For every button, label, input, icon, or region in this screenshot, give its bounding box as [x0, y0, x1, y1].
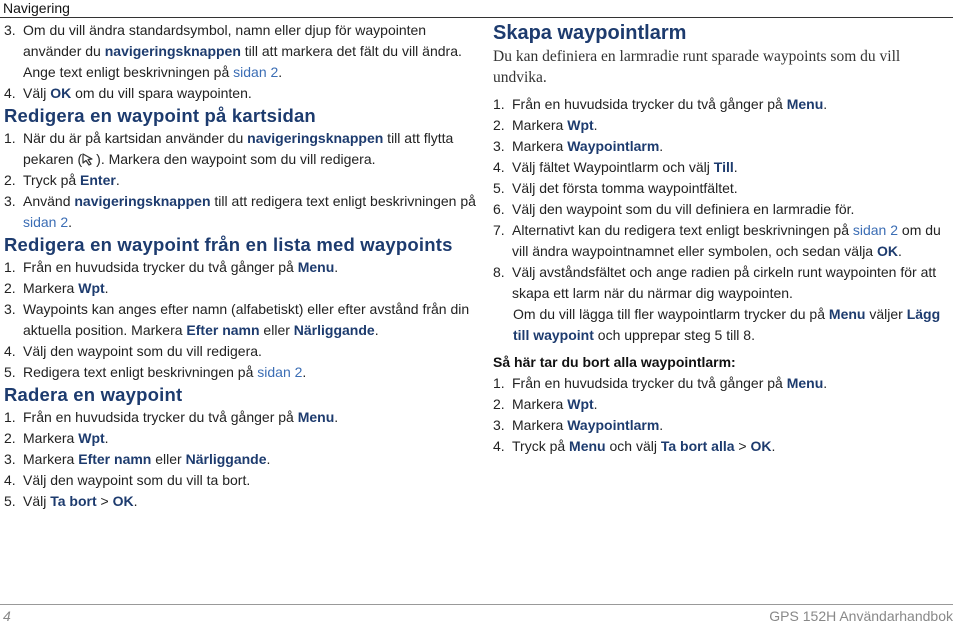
text-run: Markera	[23, 451, 79, 467]
list-item	[493, 199, 953, 220]
list-item	[4, 257, 479, 278]
delete-steps	[4, 407, 479, 512]
step-number: 5.	[4, 364, 16, 380]
text-run: Välj det första tomma waypointfältet.	[512, 180, 738, 196]
text-run: Redigera text enligt beskrivningen på	[23, 364, 258, 380]
list-item	[4, 491, 479, 512]
text-run: När du är på kartsidan använder du	[23, 130, 248, 146]
text-run: .	[823, 96, 828, 112]
list-item	[4, 449, 479, 470]
key-term: Ta bort	[50, 493, 97, 509]
text-run: till att markera det fält du vill ändra. Ange text enligt beskrivningen på	[23, 43, 462, 80]
step-text	[23, 20, 479, 83]
key-term: OK	[112, 493, 134, 509]
text-run: Välj	[23, 85, 51, 101]
list-item	[4, 428, 479, 449]
text-run: .	[733, 159, 738, 175]
text-run: .	[593, 117, 598, 133]
key-term: Närliggande	[185, 451, 267, 467]
key-term: Efter namn	[186, 322, 260, 338]
text-run: Från en huvudsida trycker du två gånger på	[23, 259, 298, 275]
step-text	[23, 278, 479, 299]
text-run: Välj den waypoint som du vill redigera.	[23, 343, 262, 359]
page-link[interactable]: sidan 2	[257, 364, 303, 380]
step-number: 3.	[4, 301, 16, 317]
step-text	[512, 157, 953, 178]
list-item	[4, 191, 479, 233]
list-item	[4, 407, 479, 428]
step-number: 2.	[4, 172, 16, 188]
text-run: Markera	[512, 417, 568, 433]
text-run: Välj fältet Waypointlarm och välj	[512, 159, 714, 175]
list-item	[493, 178, 953, 199]
key-term: Menu	[786, 96, 824, 112]
step-number: 2.	[493, 396, 505, 412]
step-text	[512, 178, 953, 199]
list-item	[4, 170, 479, 191]
text-run: Alternativt kan du redigera text enligt beskrivningen på	[512, 222, 853, 238]
text-run: Använd	[23, 193, 75, 209]
text-run: Waypoints kan anges efter namn (alfabetiskt) eller efter avstånd från din aktuella position. Markera	[23, 301, 470, 338]
text-run: .	[593, 396, 598, 412]
text-run: .	[115, 172, 120, 188]
text-run: Markera	[512, 138, 568, 154]
list-edit-steps	[4, 257, 479, 383]
text-run: och upprepar steg 5 till 8.	[593, 327, 755, 343]
step-number: 1.	[4, 259, 16, 275]
text-run: om du vill ändra waypointnamnet eller symbolen, och sedan välja	[512, 222, 941, 259]
text-run: Markera	[512, 117, 568, 133]
footer-rule	[0, 604, 953, 605]
step-number: 5.	[4, 493, 16, 509]
text-run: om du vill spara waypointen.	[71, 85, 252, 101]
key-term: Närliggande	[293, 322, 375, 338]
pointer-arrow-icon	[82, 151, 96, 164]
step-text	[23, 449, 479, 470]
header-rule	[0, 17, 953, 18]
page-link[interactable]: sidan 2	[23, 214, 69, 230]
text-run: väljer	[865, 306, 907, 322]
step-text	[23, 470, 479, 491]
step-text	[512, 394, 953, 415]
step-number: 2.	[4, 430, 16, 446]
key-term: Efter namn	[78, 451, 152, 467]
alarm-intro: Du kan definiera en larmradie runt sparade waypoints som du vill undvika.	[493, 48, 901, 86]
text-run: .	[823, 375, 828, 391]
text-run: Markera	[512, 396, 568, 412]
step-number: 3.	[493, 417, 505, 433]
step-number: 5.	[493, 180, 505, 196]
step-number: 8.	[493, 264, 505, 280]
step-text	[23, 128, 479, 170]
key-term: navigeringsknappen	[74, 193, 211, 209]
text-run: till att redigera text enligt beskrivningen på	[210, 193, 476, 209]
text-run: Tryck på	[512, 438, 570, 454]
remove-alarm-steps	[493, 373, 953, 457]
step-text	[23, 299, 479, 341]
step-text	[512, 199, 953, 220]
step-text	[23, 170, 479, 191]
text-run: och välj	[605, 438, 661, 454]
text-run: .	[302, 364, 307, 380]
step-text	[23, 257, 479, 278]
step-text	[512, 436, 953, 457]
key-term: Wpt	[567, 117, 594, 133]
step-text	[512, 415, 953, 436]
key-term: OK	[876, 243, 898, 259]
step-number: 2.	[4, 280, 16, 296]
text-run: Välj den waypoint som du vill ta bort.	[23, 472, 251, 488]
text-run: Välj avståndsfältet och ange radien på cirkeln runt waypointen för att skapa ett larm när du närmar dig waypointen.	[512, 264, 937, 301]
key-term: Ta bort alla	[660, 438, 735, 454]
text-run: .	[897, 243, 902, 259]
text-run: .	[334, 409, 339, 425]
step-text	[23, 491, 479, 512]
list-item	[493, 394, 953, 415]
alarm-steps	[493, 94, 953, 304]
step-text	[512, 220, 953, 262]
key-term: OK	[750, 438, 772, 454]
text-run: .	[133, 493, 138, 509]
step-number: 1.	[4, 409, 16, 425]
text-run: Välj	[23, 493, 51, 509]
step-text	[512, 136, 953, 157]
text-run: Från en huvudsida trycker du två gånger på	[512, 375, 787, 391]
text-run: .	[266, 451, 271, 467]
text-run: eller	[259, 322, 294, 338]
key-term: Wpt	[78, 430, 105, 446]
key-term: Menu	[297, 409, 335, 425]
text-run: .	[104, 430, 109, 446]
text-run: Markera	[23, 280, 79, 296]
page-number: 4	[3, 608, 11, 624]
key-term: OK	[50, 85, 72, 101]
text-run: Tryck på	[23, 172, 81, 188]
key-term: Menu	[828, 306, 866, 322]
key-term: navigeringsknappen	[104, 43, 241, 59]
list-item	[493, 373, 953, 394]
map-edit-steps	[4, 128, 479, 233]
step-text	[23, 341, 479, 362]
step-text	[512, 262, 953, 304]
text-run: ). Markera den waypoint som du vill redigera.	[96, 151, 376, 167]
step-number: 4.	[4, 85, 16, 101]
step-text	[23, 83, 479, 104]
step-number: 3.	[4, 193, 16, 209]
step-number: 6.	[493, 201, 505, 217]
list-item	[4, 83, 479, 104]
text-run: Om du vill lägga till fler waypointlarm trycker du på	[513, 306, 829, 322]
text-run: .	[771, 438, 776, 454]
text-run: .	[374, 322, 379, 338]
step-number: 1.	[493, 375, 505, 391]
section-title-list-edit: Redigera en waypoint från en lista med waypoints	[4, 234, 453, 255]
text-run: Från en huvudsida trycker du två gånger på	[512, 96, 787, 112]
step-text	[23, 191, 479, 233]
step-number: 2.	[493, 117, 505, 133]
text-run: .	[334, 259, 339, 275]
text-run: .	[659, 417, 664, 433]
step-text	[23, 362, 479, 383]
text-run: .	[104, 280, 109, 296]
step-text	[23, 428, 479, 449]
text-run: .	[68, 214, 73, 230]
list-item	[493, 262, 953, 304]
step-number: 4.	[4, 472, 16, 488]
text-run: Markera	[23, 430, 79, 446]
list-item	[4, 128, 479, 170]
section-title-map-edit: Redigera en waypoint på kartsidan	[4, 105, 316, 126]
key-term: Enter	[80, 172, 116, 188]
step-number: 4.	[493, 438, 505, 454]
key-term: Wpt	[78, 280, 105, 296]
section-title-delete: Radera en waypoint	[4, 384, 183, 405]
list-item	[493, 115, 953, 136]
section-header: Navigering	[3, 0, 70, 16]
text-run: >	[96, 493, 113, 509]
key-term: Till	[713, 159, 734, 175]
list-item	[493, 220, 953, 262]
list-item	[4, 20, 479, 83]
key-term: navigeringsknappen	[247, 130, 384, 146]
step-number: 4.	[493, 159, 505, 175]
section-title-alarm: Skapa waypointlarm	[493, 22, 687, 44]
step-number: 7.	[493, 222, 505, 238]
key-term: Menu	[569, 438, 606, 454]
text-run: >	[734, 438, 751, 454]
step-text	[512, 115, 953, 136]
right-column	[493, 20, 953, 457]
list-item	[4, 299, 479, 341]
key-term: Menu	[297, 259, 335, 275]
list-item	[4, 341, 479, 362]
page-link[interactable]: sidan 2	[852, 222, 899, 238]
step-number: 1.	[4, 130, 16, 146]
manual-title: GPS 152H Användarhandbok	[769, 608, 953, 624]
page-link[interactable]: sidan 2	[233, 64, 279, 80]
intro-steps	[4, 20, 479, 104]
step-number: 3.	[493, 138, 505, 154]
left-column	[4, 20, 479, 512]
list-item	[4, 470, 479, 491]
text-run: Välj den waypoint som du vill definiera en larmradie för.	[512, 201, 855, 217]
step-text	[23, 407, 479, 428]
step-text	[512, 94, 953, 115]
list-item	[493, 436, 953, 457]
key-term: Lägg till waypoint	[513, 306, 941, 343]
alarm-note	[493, 304, 953, 346]
step-number: 4.	[4, 343, 16, 359]
list-item	[4, 362, 479, 383]
step-text	[512, 373, 953, 394]
step-number: 1.	[493, 96, 505, 112]
key-term: Menu	[786, 375, 824, 391]
text-run: Från en huvudsida trycker du två gånger på	[23, 409, 298, 425]
text-run: Om du vill ändra standardsymbol, namn eller djup för waypointen använder du	[23, 22, 427, 59]
list-item	[493, 415, 953, 436]
text-run: eller	[151, 451, 186, 467]
key-term: Wpt	[567, 396, 594, 412]
list-item	[493, 136, 953, 157]
step-number: 3.	[4, 22, 16, 38]
key-term: Waypointlarm	[567, 417, 660, 433]
subsection-title-remove-alarms: Så här tar du bort alla waypointlarm:	[493, 354, 736, 370]
step-number: 3.	[4, 451, 16, 467]
list-item	[493, 157, 953, 178]
key-term: Waypointlarm	[567, 138, 660, 154]
list-item	[4, 278, 479, 299]
text-run: .	[659, 138, 664, 154]
text-run: .	[278, 64, 283, 80]
text-run: till att flytta pekaren (	[23, 130, 454, 167]
list-item	[493, 94, 953, 115]
